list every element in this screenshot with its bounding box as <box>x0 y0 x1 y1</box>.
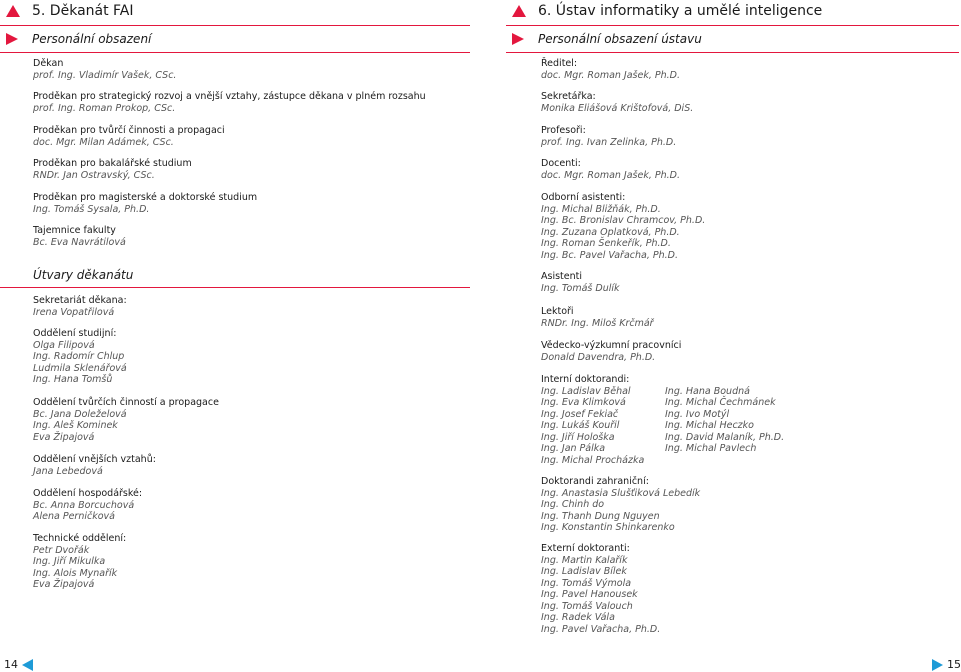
person-name: Ing. Bc. Pavel Vařacha, Ph.D. <box>541 249 678 261</box>
role-label: Doktorandi zahraniční: <box>541 476 649 487</box>
unit-block <box>33 295 127 318</box>
person-name: Ing. Tomáš Dulík <box>541 282 620 294</box>
role-block <box>541 158 680 181</box>
role-label: Proděkan pro tvůrčí činnosti a propagaci <box>33 125 225 136</box>
triangle-left-icon <box>22 659 33 671</box>
person-name: Ing. Michal Heczko <box>665 420 754 431</box>
role-block <box>541 374 644 466</box>
person-name: Ing. Zuzana Oplatková, Ph.D. <box>541 226 680 238</box>
person-name: Ing. Tomáš Valouch <box>541 600 633 612</box>
person-name: Ing. Michal Čechmánek <box>665 397 776 408</box>
role-label: Odborní asistenti: <box>541 192 626 203</box>
person-name: Olga Filipová <box>33 339 95 351</box>
person-name: Ing. Michal Procházka <box>541 454 645 466</box>
person-name: Ing. Anastasia Slušťiková Lebedík <box>541 487 701 499</box>
person-name: Bc. Jana Doleželová <box>33 408 127 420</box>
unit-label: Sekretariát děkana: <box>33 295 127 306</box>
units-heading: Útvary děkanátu <box>33 268 134 282</box>
person-name: Ing. Tomáš Výmola <box>541 577 632 589</box>
person-name: Ing. Eva Klimková <box>541 397 626 408</box>
person-name: Ing. Roman Šenkeřík, Ph.D. <box>541 238 671 249</box>
person-name: Donald Davendra, Ph.D. <box>541 351 656 363</box>
person-name: Petr Dvořák <box>33 544 90 556</box>
person-name: Ing. Ladislav Bílek <box>541 566 627 577</box>
role-label: Proděkan pro bakalářské studium <box>33 158 192 169</box>
unit-label: Oddělení studijní: <box>33 328 117 339</box>
person-name: Ing. Jan Pálka <box>541 443 606 454</box>
person-name: Ing. Michal Bližňák, Ph.D. <box>541 203 661 215</box>
person-name: Ing. Pavel Vařacha, Ph.D. <box>541 623 661 635</box>
role-label: Děkan <box>33 58 64 69</box>
role-label: Lektoři <box>541 306 574 317</box>
role-label: Externí doktoranti: <box>541 543 630 554</box>
role-label: Proděkan pro magisterské a doktorské studium <box>33 192 258 203</box>
unit-label: Technické oddělení: <box>33 533 127 544</box>
role-label: Vědecko-výzkumní pracovníci <box>541 340 682 351</box>
unit-block <box>33 454 156 477</box>
page-number-text: 14 <box>4 658 18 671</box>
person-name: Ing. David Malaník, Ph.D. <box>665 431 785 443</box>
unit-label: Oddělení hospodářské: <box>33 488 143 499</box>
unit-block <box>33 533 126 591</box>
role-block <box>541 306 654 329</box>
person-name: Ing. Ladislav Běhal <box>541 385 631 397</box>
divider <box>506 25 959 26</box>
left-chapter-header <box>6 2 134 20</box>
triangle-up-icon <box>6 5 20 17</box>
unit-block <box>33 328 127 386</box>
role-block <box>541 58 680 81</box>
right-chapter-header <box>512 2 822 20</box>
person-name: Monika Eliášová Krištofová, DiS. <box>541 102 694 114</box>
person-name: prof. Ing. Ivan Zelinka, Ph.D. <box>541 136 677 148</box>
triangle-right-icon <box>6 33 18 45</box>
left-chapter-title: 5. Děkanát FAI <box>32 3 134 19</box>
person-name: Ing. Ivo Motýl <box>665 408 730 420</box>
person-name: Bc. Eva Navrátilová <box>33 236 126 248</box>
role-block <box>541 476 700 534</box>
role-block <box>33 192 257 215</box>
role-block <box>33 158 192 181</box>
person-name: Ing. Jiří Hološka <box>541 431 615 443</box>
person-name: prof. Ing. Vladimír Vašek, CSc. <box>33 69 177 81</box>
person-name: Ing. Bc. Bronislav Chramcov, Ph.D. <box>541 215 706 226</box>
person-name: Eva Žipajová <box>33 579 95 590</box>
right-page-number <box>932 658 961 671</box>
unit-block <box>33 488 142 523</box>
role-block <box>33 125 225 148</box>
divider <box>0 287 470 288</box>
person-name: Eva Žipajová <box>33 431 95 443</box>
left-subtitle: Personální obsazení <box>32 32 152 46</box>
person-name: Ing. Radek Vála <box>541 612 615 623</box>
right-subtitle: Personální obsazení ústavu <box>538 32 702 46</box>
unit-block <box>33 397 219 443</box>
role-label: Ředitel: <box>541 58 578 69</box>
person-name: prof. Ing. Roman Prokop, CSc. <box>33 102 176 114</box>
role-block <box>33 58 176 81</box>
divider <box>0 52 470 53</box>
unit-label: Oddělení vnějších vztahů: <box>33 454 156 465</box>
person-name: Ing. Martin Kalařík <box>541 554 628 566</box>
role-block <box>541 192 705 261</box>
role-label: Proděkan pro strategický rozvoj a vnější vztahy, zástupce děkana v plném rozsahu <box>33 91 426 102</box>
person-name: Ludmila Sklenářová <box>33 362 127 374</box>
role-label: Asistenti <box>541 271 582 282</box>
person-name: Ing. Konstantin Shinkarenko <box>541 522 675 533</box>
person-name: Ing. Michal Pavlech <box>665 443 757 454</box>
role-block <box>33 225 126 248</box>
person-name: Ing. Aleš Kominek <box>33 420 118 431</box>
person-name: Ing. Thanh Dung Nguyen <box>541 510 660 522</box>
role-label: Docenti: <box>541 158 581 169</box>
role-block <box>541 91 693 114</box>
person-name: Ing. Pavel Hanousek <box>541 589 638 600</box>
triangle-right-icon <box>512 33 524 45</box>
person-name: RNDr. Ing. Miloš Krčmář <box>541 317 654 329</box>
person-name: doc. Mgr. Milan Adámek, CSc. <box>33 136 174 148</box>
left-page-number <box>4 658 33 671</box>
right-chapter-title: 6. Ústav informatiky a umělé inteligence <box>538 3 823 19</box>
person-name: Ing. Alois Mynařík <box>33 567 118 579</box>
role-block <box>541 543 660 635</box>
person-name: Irena Vopatřilová <box>33 306 115 318</box>
person-name: Ing. Jiří Mikulka <box>33 556 106 567</box>
person-name: Jana Lebedová <box>33 465 103 477</box>
person-name: Ing. Hana Boudná <box>665 385 750 397</box>
role-label: Profesoři: <box>541 125 586 136</box>
person-name: Ing. Hana Tomšů <box>33 374 113 385</box>
triangle-right-icon <box>932 659 943 671</box>
divider <box>0 25 470 26</box>
unit-label: Oddělení tvůrčích činností a propagace <box>33 397 219 408</box>
role-label: Interní doktorandi: <box>541 374 630 385</box>
person-name: Ing. Josef Fekiač <box>541 408 619 420</box>
role-block <box>541 125 676 148</box>
right-subheader <box>512 31 702 47</box>
person-name: Bc. Anna Borcuchová <box>33 499 135 511</box>
role-block <box>541 271 620 294</box>
divider <box>506 52 959 53</box>
left-subheader <box>6 31 151 47</box>
role-block <box>33 91 426 114</box>
page-number-text: 15 <box>947 658 961 671</box>
role-label: Sekretářka: <box>541 91 596 102</box>
person-name: Alena Perničková <box>33 511 115 522</box>
person-name: Ing. Chinh do <box>541 499 605 510</box>
person-name: Ing. Lukáš Kouřil <box>541 420 620 431</box>
person-name: RNDr. Jan Ostravský, CSc. <box>33 169 155 181</box>
person-name: doc. Mgr. Roman Jašek, Ph.D. <box>541 169 680 181</box>
role-label: Tajemnice fakulty <box>33 225 116 236</box>
doctoral-second-column <box>665 386 784 455</box>
person-name: Ing. Tomáš Sysala, Ph.D. <box>33 203 150 215</box>
role-block <box>541 340 681 363</box>
triangle-up-icon <box>512 5 526 17</box>
person-name: Ing. Radomír Chlup <box>33 351 125 362</box>
person-name: doc. Mgr. Roman Jašek, Ph.D. <box>541 69 680 81</box>
